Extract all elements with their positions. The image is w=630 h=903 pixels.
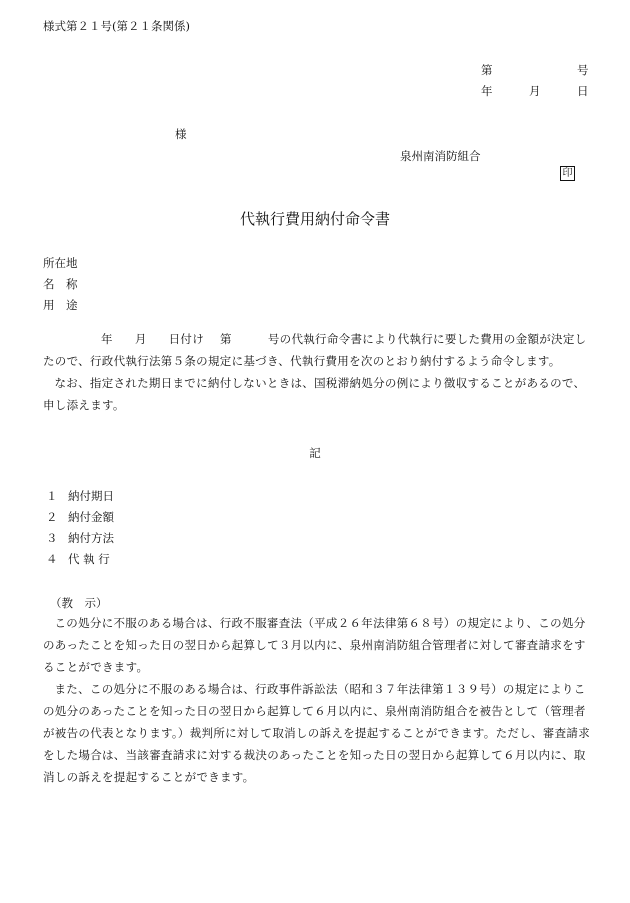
notice-paragraph-2: また、この処分に不服のある場合は、行政事件訴訟法（昭和３７年法律第１３９号）の規定によりこの処分のあったことを知った日の翌日から起算して６月以内に、泉州南消防組合を被告として（管理者が被告の代表となります。）裁判所に対して取消しの訴えを提起することができます。ただし、審査請求をした場合は、当該審査請求に対する裁決のあったことを知った日の翌日から起算して６月以内に、取消しの訴えを提起することができます。: [43, 682, 591, 784]
notice-heading: （教 示）: [50, 596, 108, 610]
info-field-location: [43, 255, 78, 271]
item-label: 納付方法: [68, 531, 114, 545]
date-day-label: 日: [577, 84, 589, 98]
main-paragraph-2: なお、指定された期日までに納付しないときは、国税滞納処分の例により徴収することがあるので、申し添えます。: [43, 376, 586, 412]
main-paragraph-1: [43, 328, 590, 372]
p1-month: 月: [134, 332, 147, 346]
form-number: 様式第２１号(第２１条関係): [43, 19, 190, 33]
info-field-purpose: [43, 297, 78, 313]
date-month-label: 月: [529, 84, 541, 98]
addressee-honorific: 様: [175, 127, 187, 141]
issuer-name: 泉州南消防組合: [400, 149, 481, 163]
p1-number-label: 第: [220, 332, 232, 346]
list-item: [46, 551, 110, 567]
document-number-suffix: 号: [577, 63, 589, 77]
item-label: 納付金額: [68, 510, 114, 524]
item-number: ２: [46, 510, 58, 524]
list-item: [46, 530, 114, 546]
item-label: 代 執 行: [68, 552, 110, 566]
item-number: １: [46, 489, 58, 503]
list-item: [46, 488, 114, 504]
item-label: 納付期日: [68, 489, 114, 503]
notice-paragraph-1: この処分に不服のある場合は、行政不服審査法（平成２６年法律第６８号）の規定により、この処分のあったことを知った日の翌日から起算して３月以内に、泉州南消防組合管理者に対して審査請求をすることができます。: [43, 616, 586, 674]
date-year-label: 年: [481, 84, 493, 98]
info-field-label: 所在地: [43, 256, 78, 270]
info-field-name: [43, 276, 78, 292]
p1-text: 号の代執行命令書により代執行に要した費用の金額が決定したので、行政代執行法第５条の規定に基づき、代執行費用を次のとおり納付するよう命令します。: [43, 332, 587, 368]
item-number: ４: [46, 552, 58, 566]
info-field-label: 名 称: [43, 277, 78, 291]
info-field-label: 用 途: [43, 298, 78, 312]
seal-mark: 印: [560, 166, 575, 181]
item-number: ３: [46, 531, 58, 545]
list-item: [46, 509, 114, 525]
document-title: 代執行費用納付命令書: [239, 210, 390, 228]
document-number-label: 第: [481, 63, 493, 77]
p1-dated: 日付け: [168, 332, 205, 346]
ki-heading: 記: [309, 446, 321, 460]
p1-year: 年: [101, 332, 113, 346]
